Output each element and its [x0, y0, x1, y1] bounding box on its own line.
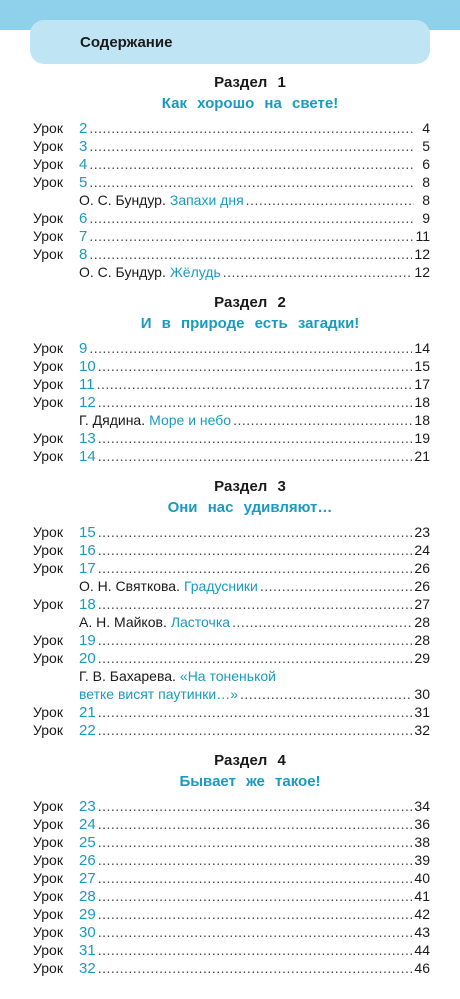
- reading-row[interactable]: [0, 685, 460, 703]
- page-number: 27: [414, 596, 430, 612]
- lesson-number: 10: [79, 358, 96, 375]
- dot-leader: [98, 833, 413, 851]
- page-number: 34: [414, 798, 430, 814]
- lesson-row[interactable]: [0, 851, 460, 869]
- section-4: [0, 751, 460, 977]
- dot-leader: [260, 577, 413, 595]
- lesson-row[interactable]: [0, 595, 460, 613]
- lesson-number: 6: [79, 210, 88, 227]
- lesson-word: Урок: [33, 358, 63, 374]
- dot-leader: [98, 721, 413, 739]
- section-gap: [0, 739, 460, 751]
- lesson-row[interactable]: [0, 797, 460, 815]
- lesson-number: 28: [79, 888, 96, 905]
- lesson-number: 21: [79, 704, 96, 721]
- lesson-row[interactable]: [0, 559, 460, 577]
- lesson-row[interactable]: [0, 523, 460, 541]
- lesson-row[interactable]: [0, 869, 460, 887]
- section-subtitle: Бывает же такое!: [179, 773, 321, 790]
- dot-leader: [98, 631, 413, 649]
- lesson-row[interactable]: [0, 959, 460, 977]
- lesson-number: 26: [79, 852, 96, 869]
- page-number: 18: [414, 394, 430, 410]
- dot-leader: [89, 339, 412, 357]
- lesson-row[interactable]: [0, 631, 460, 649]
- section-1: [0, 73, 460, 281]
- dot-leader: [98, 959, 413, 977]
- lesson-word: Урок: [33, 722, 63, 738]
- lesson-number: 23: [79, 798, 96, 815]
- lesson-row[interactable]: [0, 209, 460, 227]
- lesson-word: Урок: [33, 596, 63, 612]
- lesson-word: Урок: [33, 394, 63, 410]
- dot-leader: [98, 887, 413, 905]
- lesson-number: 32: [79, 960, 96, 977]
- page-number: 9: [422, 210, 430, 226]
- lesson-row[interactable]: [0, 357, 460, 375]
- section-subtitle: Как хорошо на свете!: [161, 95, 339, 112]
- dot-leader: [89, 173, 414, 191]
- lesson-word: Урок: [33, 376, 63, 392]
- lesson-number: 20: [79, 650, 96, 667]
- lesson-number: 16: [79, 542, 96, 559]
- lesson-word: Урок: [33, 888, 63, 904]
- dot-leader: [98, 541, 413, 559]
- lesson-word: Урок: [33, 834, 63, 850]
- dot-leader: [232, 613, 412, 631]
- lesson-number: 7: [79, 228, 88, 245]
- lesson-number: 22: [79, 722, 96, 739]
- lesson-row[interactable]: [0, 429, 460, 447]
- reading-title: Запахи дня: [169, 192, 244, 208]
- dot-leader: [240, 685, 412, 703]
- lesson-word: Урок: [33, 632, 63, 648]
- section-gap: [0, 465, 460, 477]
- lesson-row[interactable]: [0, 245, 460, 263]
- lesson-word: Урок: [33, 246, 63, 262]
- lesson-number: 27: [79, 870, 96, 887]
- section-2: [0, 293, 460, 465]
- lesson-row[interactable]: [0, 447, 460, 465]
- lesson-word: Урок: [33, 870, 63, 886]
- dot-leader: [89, 227, 413, 245]
- page-number: 24: [414, 542, 430, 558]
- lesson-number: 29: [79, 906, 96, 923]
- dot-leader: [98, 923, 413, 941]
- lesson-row[interactable]: [0, 923, 460, 941]
- dot-leader: [89, 155, 414, 173]
- lesson-number: 4: [79, 156, 88, 173]
- page-number: 39: [414, 852, 430, 868]
- lesson-number: 8: [79, 246, 88, 263]
- lesson-word: Урок: [33, 524, 63, 540]
- section-3: [0, 477, 460, 739]
- reading-row[interactable]: [0, 263, 460, 281]
- lesson-row[interactable]: [0, 155, 460, 173]
- page-number: 12: [414, 246, 430, 262]
- page-number: 23: [414, 524, 430, 540]
- lesson-row[interactable]: [0, 815, 460, 833]
- lesson-word: Урок: [33, 228, 63, 244]
- page-number: 11: [415, 228, 430, 244]
- section-subtitle: Они нас удивляют…: [167, 499, 333, 516]
- page-number: 26: [414, 578, 430, 594]
- lesson-word: Урок: [33, 560, 63, 576]
- page-number: 41: [414, 888, 430, 904]
- lesson-number: 25: [79, 834, 96, 851]
- reading-title: Градусники: [183, 578, 258, 594]
- lesson-number: 13: [79, 430, 96, 447]
- page-number: 5: [422, 138, 430, 154]
- dot-leader: [98, 703, 413, 721]
- lesson-word: Урок: [33, 430, 63, 446]
- dot-leader: [98, 357, 413, 375]
- lesson-number: 15: [79, 524, 96, 541]
- page-number: 8: [422, 174, 430, 190]
- page-number: 30: [414, 686, 430, 702]
- dot-leader: [223, 263, 413, 281]
- reading-row[interactable]: [0, 667, 460, 685]
- page-number: 21: [414, 448, 430, 464]
- reading-row[interactable]: [0, 191, 460, 209]
- dot-leader: [98, 523, 413, 541]
- lesson-row[interactable]: [0, 941, 460, 959]
- lesson-word: Урок: [33, 816, 63, 832]
- lesson-number: 9: [79, 340, 88, 357]
- dot-leader: [89, 245, 412, 263]
- dot-leader: [98, 595, 413, 613]
- lesson-word: Урок: [33, 542, 63, 558]
- section-gap: [0, 281, 460, 293]
- lesson-word: Урок: [33, 138, 63, 154]
- lesson-row[interactable]: [0, 375, 460, 393]
- reading-title: ветке висят паутинки…»: [79, 686, 239, 702]
- page-number: 26: [414, 560, 430, 576]
- lesson-number: 3: [79, 138, 88, 155]
- dot-leader: [246, 191, 414, 209]
- page-number: 36: [414, 816, 430, 832]
- lesson-row[interactable]: [0, 721, 460, 739]
- lesson-word: Урок: [33, 120, 63, 136]
- lesson-number: 31: [79, 942, 96, 959]
- lesson-word: Урок: [33, 156, 63, 172]
- section-title: Раздел 1: [214, 74, 286, 91]
- page-number: 28: [414, 632, 430, 648]
- section-title: Раздел 3: [214, 478, 286, 495]
- reading-row[interactable]: [0, 411, 460, 429]
- lesson-word: Урок: [33, 210, 63, 226]
- dot-leader: [98, 429, 413, 447]
- lesson-word: Урок: [33, 174, 63, 190]
- lesson-number: 17: [79, 560, 96, 577]
- section-title: Раздел 4: [214, 752, 286, 769]
- dot-leader: [98, 393, 413, 411]
- lesson-number: 2: [79, 120, 88, 137]
- page-number: 46: [414, 960, 430, 976]
- dot-leader: [98, 797, 413, 815]
- lesson-number: 5: [79, 174, 88, 191]
- reading-title: Жёлудь: [169, 264, 221, 280]
- lesson-row[interactable]: [0, 119, 460, 137]
- dot-leader: [89, 137, 414, 155]
- dot-leader: [98, 851, 413, 869]
- reading-title: Море и небо: [149, 412, 232, 428]
- lesson-row[interactable]: [0, 137, 460, 155]
- dot-leader: [98, 649, 413, 667]
- reading-title: Ласточка: [170, 614, 231, 630]
- page-number: 15: [414, 358, 430, 374]
- lesson-row[interactable]: [0, 393, 460, 411]
- lesson-row[interactable]: [0, 541, 460, 559]
- lesson-number: 14: [79, 448, 96, 465]
- reading-title: «На тоненькой: [179, 668, 276, 684]
- page-number: 14: [414, 340, 430, 356]
- page-number: 38: [414, 834, 430, 850]
- lesson-word: Урок: [33, 924, 63, 940]
- page-number: 19: [414, 430, 430, 446]
- page-number: 29: [414, 650, 430, 666]
- page-number: 28: [414, 614, 430, 630]
- page-number: 40: [414, 870, 430, 886]
- page-number: 43: [414, 924, 430, 940]
- lesson-number: 19: [79, 632, 96, 649]
- page-number: 12: [414, 264, 430, 280]
- reading-author: Г. В. Бахарева.: [79, 668, 176, 684]
- dot-leader: [98, 941, 413, 959]
- reading-author: О. С. Бундур.: [79, 192, 166, 208]
- lesson-word: Урок: [33, 340, 63, 356]
- lesson-row[interactable]: [0, 339, 460, 357]
- reading-author: А. Н. Майков.: [79, 614, 167, 630]
- contents-header: [30, 20, 430, 64]
- page-number: 32: [414, 722, 430, 738]
- dot-leader: [98, 869, 413, 887]
- page-number: 17: [414, 376, 430, 392]
- lesson-word: Урок: [33, 906, 63, 922]
- lesson-row[interactable]: [0, 649, 460, 667]
- dot-leader: [98, 559, 413, 577]
- lesson-row[interactable]: [0, 905, 460, 923]
- dot-leader: [97, 375, 413, 393]
- lesson-number: 24: [79, 816, 96, 833]
- lesson-word: Урок: [33, 798, 63, 814]
- contents-title: Содержание: [80, 33, 173, 51]
- lesson-word: Урок: [33, 704, 63, 720]
- page-number: 44: [414, 942, 430, 958]
- reading-row[interactable]: [0, 613, 460, 631]
- lesson-word: Урок: [33, 852, 63, 868]
- dot-leader: [89, 209, 414, 227]
- lesson-number: 12: [79, 394, 96, 411]
- lesson-number: 18: [79, 596, 96, 613]
- dot-leader: [98, 447, 413, 465]
- page-number: 42: [414, 906, 430, 922]
- lesson-number: 30: [79, 924, 96, 941]
- page-number: 4: [422, 120, 430, 136]
- dot-leader: [98, 815, 413, 833]
- lesson-word: Урок: [33, 942, 63, 958]
- page-number: 8: [422, 192, 430, 208]
- reading-author: Г. Дядина.: [79, 412, 146, 428]
- page-number: 18: [414, 412, 430, 428]
- lesson-row[interactable]: [0, 703, 460, 721]
- lesson-row[interactable]: [0, 227, 460, 245]
- dot-leader: [89, 119, 414, 137]
- lesson-row[interactable]: [0, 833, 460, 851]
- dot-leader: [233, 411, 412, 429]
- page-number: 6: [422, 156, 430, 172]
- lesson-number: 11: [79, 376, 95, 393]
- lesson-word: Урок: [33, 448, 63, 464]
- lesson-word: Урок: [33, 650, 63, 666]
- dot-leader: [98, 905, 413, 923]
- table-of-contents: [0, 73, 460, 977]
- reading-author: О. С. Бундур.: [79, 264, 166, 280]
- lesson-row[interactable]: [0, 887, 460, 905]
- reading-row[interactable]: [0, 577, 460, 595]
- page-number: 31: [414, 704, 430, 720]
- lesson-word: Урок: [33, 960, 63, 976]
- lesson-row[interactable]: [0, 173, 460, 191]
- section-title: Раздел 2: [214, 294, 286, 311]
- section-subtitle: И в природе есть загадки!: [140, 315, 360, 332]
- reading-author: О. Н. Святкова.: [79, 578, 180, 594]
